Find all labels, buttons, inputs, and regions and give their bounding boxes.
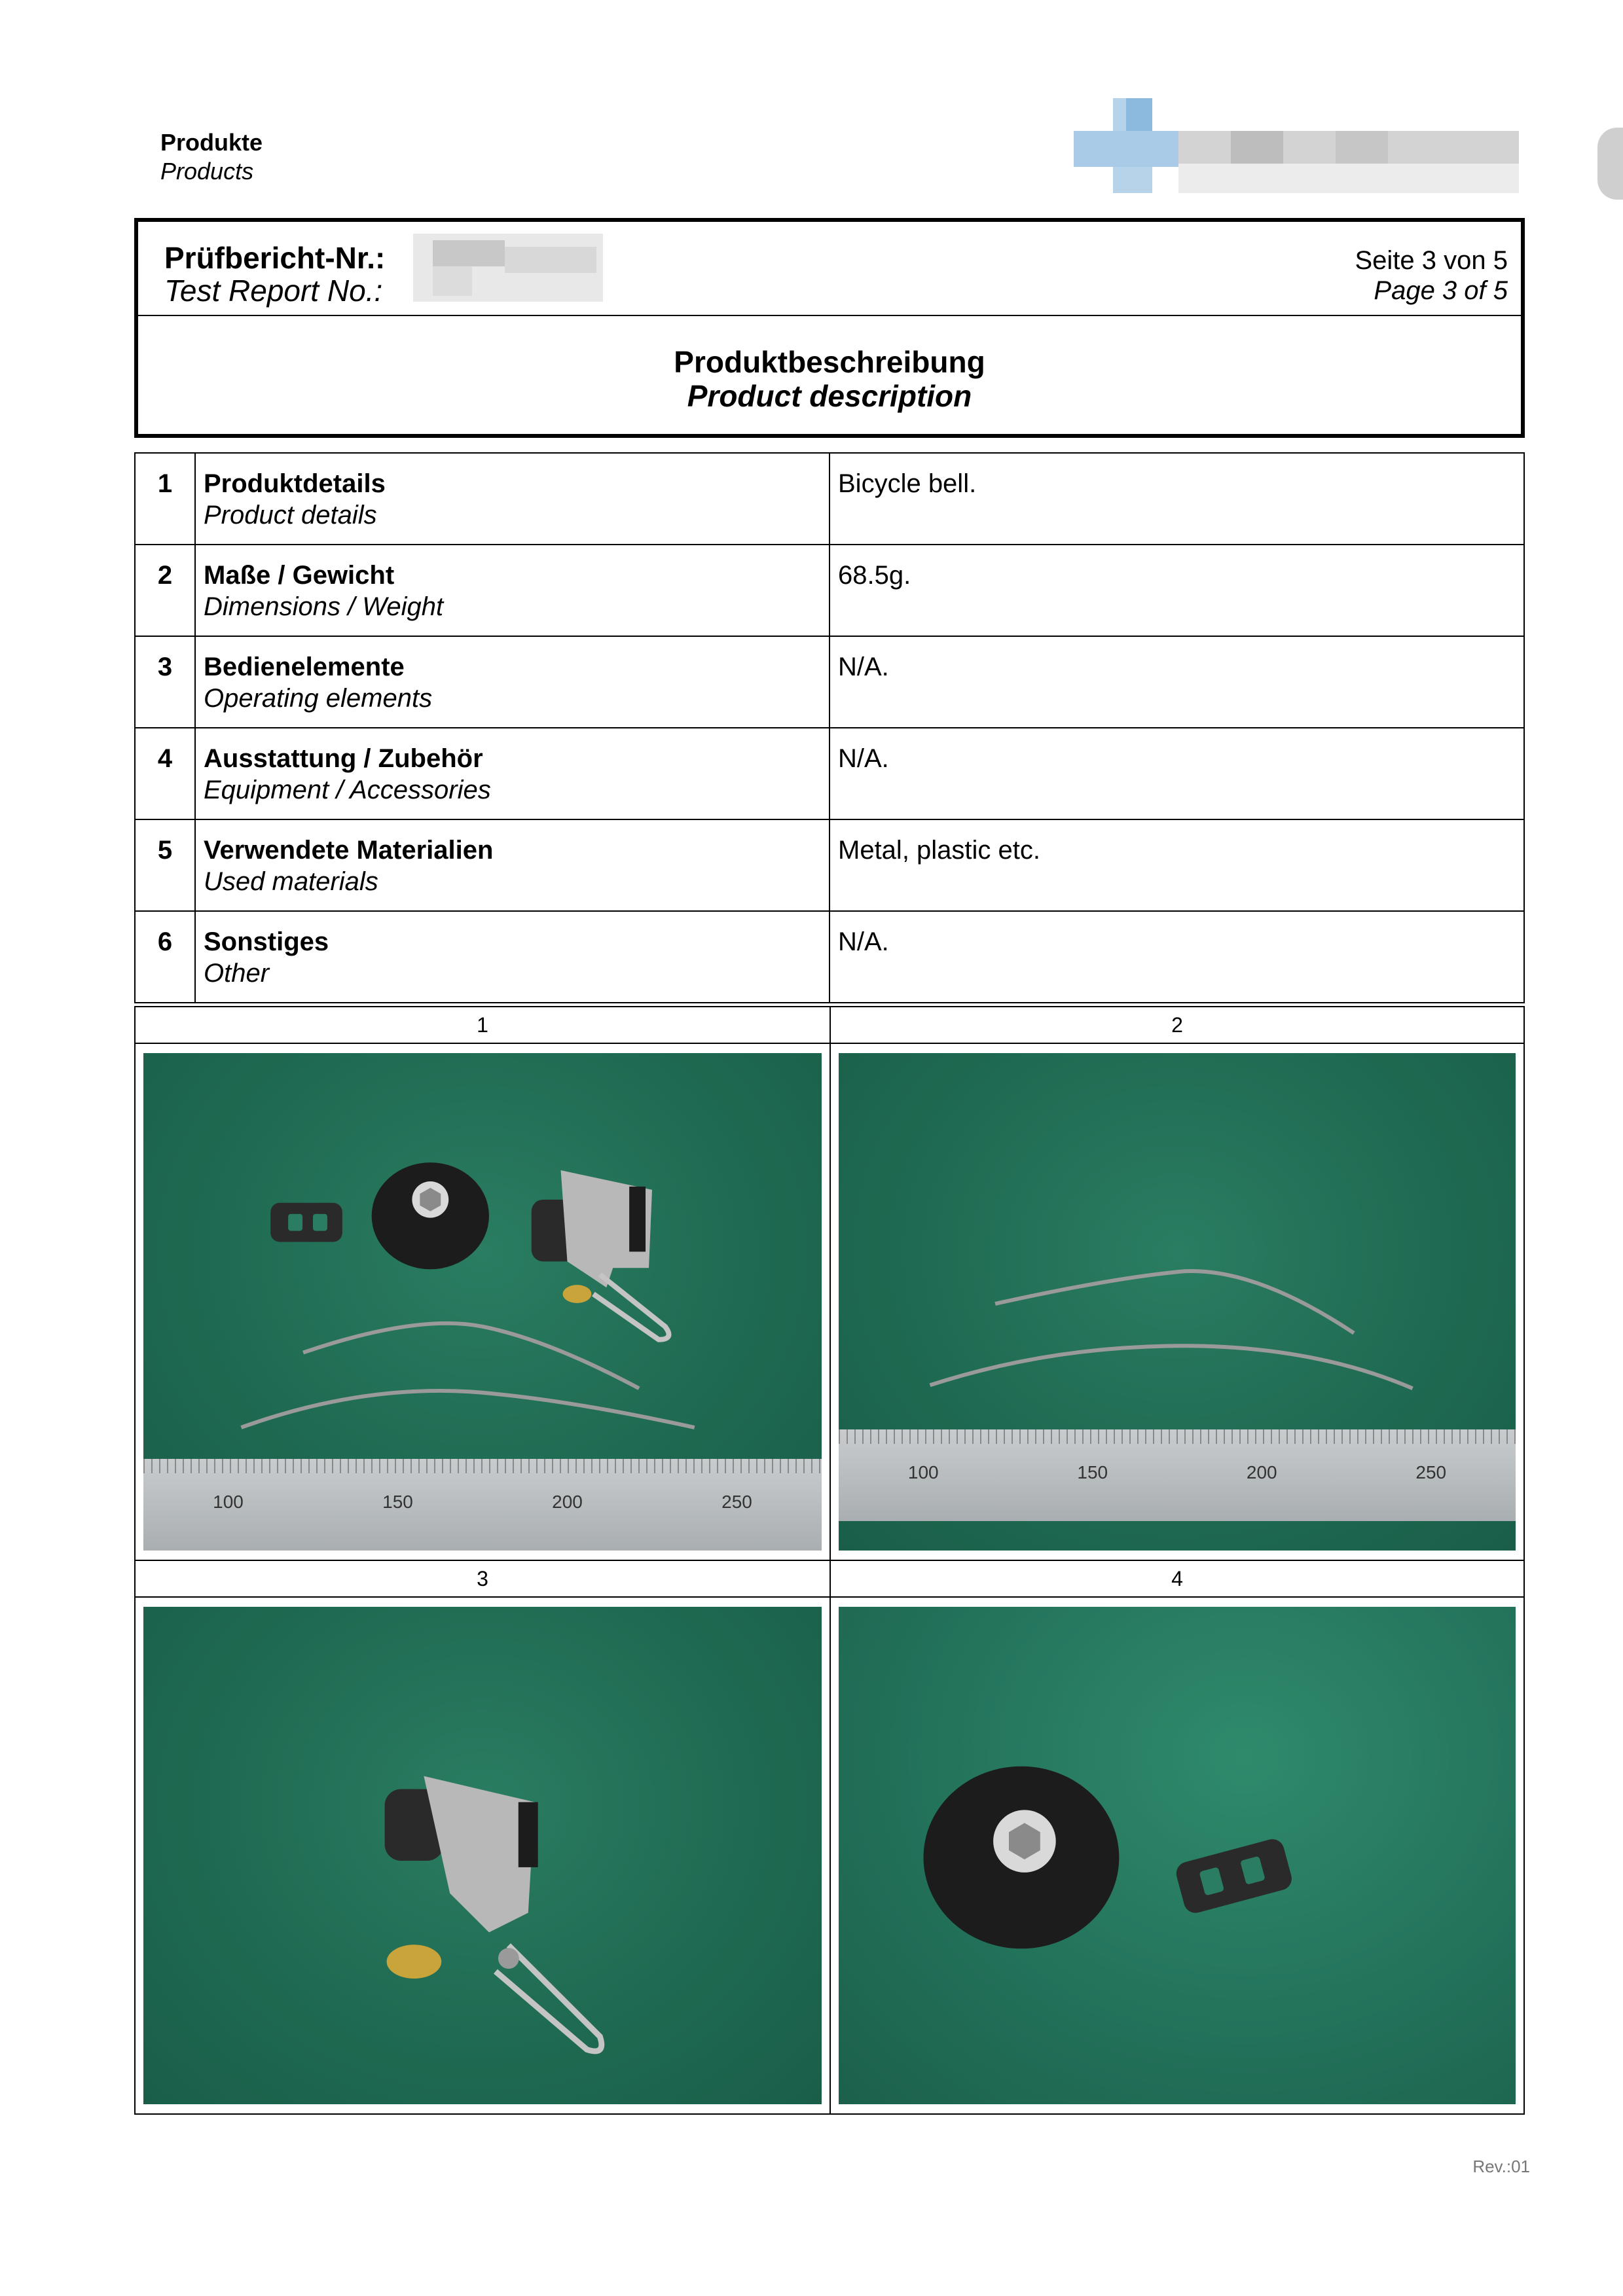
photo-cell <box>134 1596 831 2115</box>
label-en: Equipment / Accessories <box>204 776 491 804</box>
row-number: 5 <box>135 819 195 911</box>
photo-clamp <box>143 1607 822 2104</box>
row-value: N/A. <box>830 636 1524 728</box>
row-label <box>195 911 830 1003</box>
page-de: Seite 3 von 5 <box>1355 246 1508 275</box>
label-de: Sonstiges <box>204 927 329 956</box>
row-value: Metal, plastic etc. <box>830 819 1524 911</box>
label-en: Operating elements <box>204 684 433 713</box>
row-number: 4 <box>135 728 195 819</box>
report-number-label-de: Prüfbericht-Nr.: <box>164 241 386 275</box>
page-indicator <box>1355 245 1508 306</box>
photo-label: 3 <box>134 1560 831 1598</box>
category-de: Produkte <box>160 129 263 156</box>
label-de: Ausstattung / Zubehör <box>204 744 483 773</box>
row-value: 68.5g. <box>830 545 1524 636</box>
product-details-table <box>134 452 1525 1003</box>
revision-label: Rev.:01 <box>1472 2157 1530 2176</box>
label-en: Used materials <box>204 867 378 896</box>
photo-label: 4 <box>830 1560 1525 1598</box>
table-row <box>135 728 1524 819</box>
ruler-number: 150 <box>382 1492 413 1512</box>
row-number: 1 <box>135 453 195 545</box>
photo-bell-parts <box>143 1053 822 1551</box>
row-label <box>195 453 830 545</box>
section-title-de: Produktbeschreibung <box>674 345 985 379</box>
ruler-number: 100 <box>907 1462 939 1482</box>
category-en: Products <box>160 158 254 185</box>
table-row <box>135 636 1524 728</box>
row-label <box>195 728 830 819</box>
report-number-label-en: Test Report No.: <box>164 274 383 308</box>
table-row <box>135 453 1524 545</box>
report-number <box>164 242 385 307</box>
photo-cell <box>830 1596 1525 2115</box>
ruler-number: 150 <box>1077 1462 1108 1482</box>
label-de: Produktdetails <box>204 469 386 498</box>
report-header-box <box>134 218 1525 438</box>
ruler <box>839 1429 1516 1521</box>
row-number: 3 <box>135 636 195 728</box>
section-title-en: Product description <box>687 379 972 413</box>
label-de: Maße / Gewicht <box>204 561 395 590</box>
photo-cell <box>830 1043 1525 1561</box>
report-number-redacted <box>413 234 603 302</box>
photo-rods <box>839 1053 1516 1551</box>
row-number: 6 <box>135 911 195 1003</box>
table-row <box>135 911 1524 1003</box>
label-en: Dimensions / Weight <box>204 592 444 621</box>
row-label <box>195 545 830 636</box>
section-title <box>138 345 1521 413</box>
page-en: Page 3 of 5 <box>1374 276 1508 305</box>
photo-label: 2 <box>830 1006 1525 1044</box>
ruler-number: 250 <box>721 1492 752 1512</box>
row-value: N/A. <box>830 911 1524 1003</box>
label-en: Product details <box>204 501 377 529</box>
company-logo-redacted <box>1074 98 1532 196</box>
photo-cell <box>134 1043 831 1561</box>
label-de: Bedienelemente <box>204 653 405 681</box>
label-de: Verwendete Materialien <box>204 836 494 865</box>
ruler-number: 250 <box>1415 1462 1447 1482</box>
table-row <box>135 819 1524 911</box>
row-label <box>195 636 830 728</box>
document-category <box>160 128 263 186</box>
ruler-number: 100 <box>213 1492 244 1512</box>
header-divider <box>138 315 1521 316</box>
photo-bell-and-strap <box>839 1607 1516 2104</box>
photo-label: 1 <box>134 1006 831 1044</box>
row-value: Bicycle bell. <box>830 453 1524 545</box>
row-label <box>195 819 830 911</box>
ruler <box>143 1459 822 1551</box>
label-en: Other <box>204 959 270 988</box>
row-number: 2 <box>135 545 195 636</box>
ruler-number: 200 <box>1246 1462 1277 1482</box>
table-row <box>135 545 1524 636</box>
row-value: N/A. <box>830 728 1524 819</box>
ruler-number: 200 <box>552 1492 583 1512</box>
page-edge-shadow <box>1597 128 1623 200</box>
